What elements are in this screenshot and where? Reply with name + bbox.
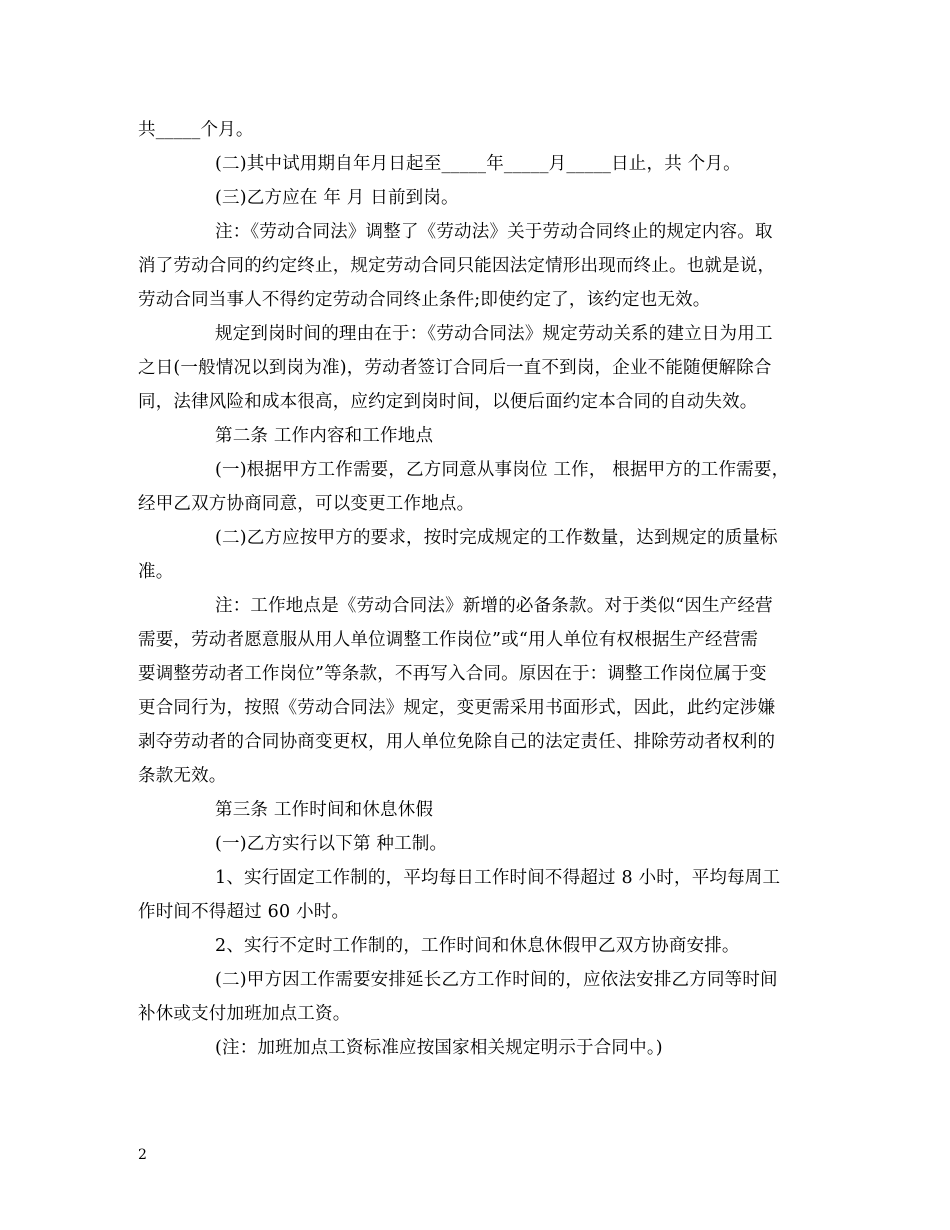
text-line: 规定到岗时间的理由在于：《劳动合同法》规定劳动关系的建立日为用工 <box>215 324 773 344</box>
text-line: 消了劳动合同的约定终止，规定劳动合同只能因法定情形出现而终止。也就是说， <box>138 256 776 276</box>
text-line: (一)乙方实行以下第 种工制。 <box>215 834 448 854</box>
text-line: 准。 <box>138 562 174 582</box>
text-line: 共_____个月。 <box>138 120 254 140</box>
text-line: 条款无效。 <box>138 766 227 786</box>
text-line: 剥夺劳动者的合同协商变更权，用人单位免除自己的法定责任、排除劳动者权利的 <box>138 732 776 752</box>
text-line: (二)甲方因工作需要安排延长乙方工作时间的，应依法安排乙方同等时间 <box>215 970 778 990</box>
text-line: (二)乙方应按甲方的要求，按时完成规定的工作数量，达到规定的质量标 <box>215 528 778 548</box>
text-line: (一)根据甲方工作需要，乙方同意从事岗位 工作， 根据甲方的工作需要， <box>215 460 790 480</box>
text-line: (三)乙方应在 年 月 日前到岗。 <box>215 188 459 208</box>
text-line: (二)其中试用期自年月日起至_____年_____月_____日止，共 个月。 <box>215 154 741 174</box>
text-line: 之日(一般情况以到岗为准)，劳动者签订合同后一直不到岗，企业不能随便解除合 <box>138 358 772 378</box>
text-line: 2、实行不定时工作制的，工作时间和休息休假甲乙双方协商安排。 <box>215 936 740 956</box>
text-line: 注：《劳动合同法》调整了《劳动法》关于劳动合同终止的规定内容。取 <box>215 222 773 242</box>
text-line: 经甲乙双方协商同意，可以变更工作地点。 <box>138 494 475 514</box>
text-line: 劳动合同当事人不得约定劳动合同终止条件;即使约定了，该约定也无效。 <box>138 290 711 310</box>
text-line: 作时间不得超过 60 小时。 <box>138 902 350 922</box>
section-heading: 第三条 工作时间和休息休假 <box>215 800 434 820</box>
text-line: 需要，劳动者愿意服从用人单位调整工作岗位”或“用人单位有权根据生产经营需 <box>138 630 759 650</box>
section-heading: 第二条 工作内容和工作地点 <box>215 426 434 446</box>
page-number: 2 <box>138 1147 147 1163</box>
text-line: 更合同行为，按照《劳动合同法》规定，变更需采用书面形式，因此，此约定涉嫌 <box>138 698 776 718</box>
text-line: 要调整劳动者工作岗位”等条款，不再写入合同。原因在于：调整工作岗位属于变 <box>138 664 767 684</box>
text-line: 注：工作地点是《劳动合同法》新增的必备条款。对于类似“因生产经营 <box>215 596 773 616</box>
text-line: 1、实行固定工作制的，平均每日工作时间不得超过 8 小时，平均每周工 <box>215 868 781 888</box>
text-line: (注：加班加点工资标准应按国家相关规定明示于合同中。) <box>215 1038 663 1058</box>
text-line: 同，法律风险和成本很高，应约定到岗时间，以便后面约定本合同的自动失效。 <box>138 392 758 412</box>
text-line: 补休或支付加班加点工资。 <box>138 1004 351 1024</box>
